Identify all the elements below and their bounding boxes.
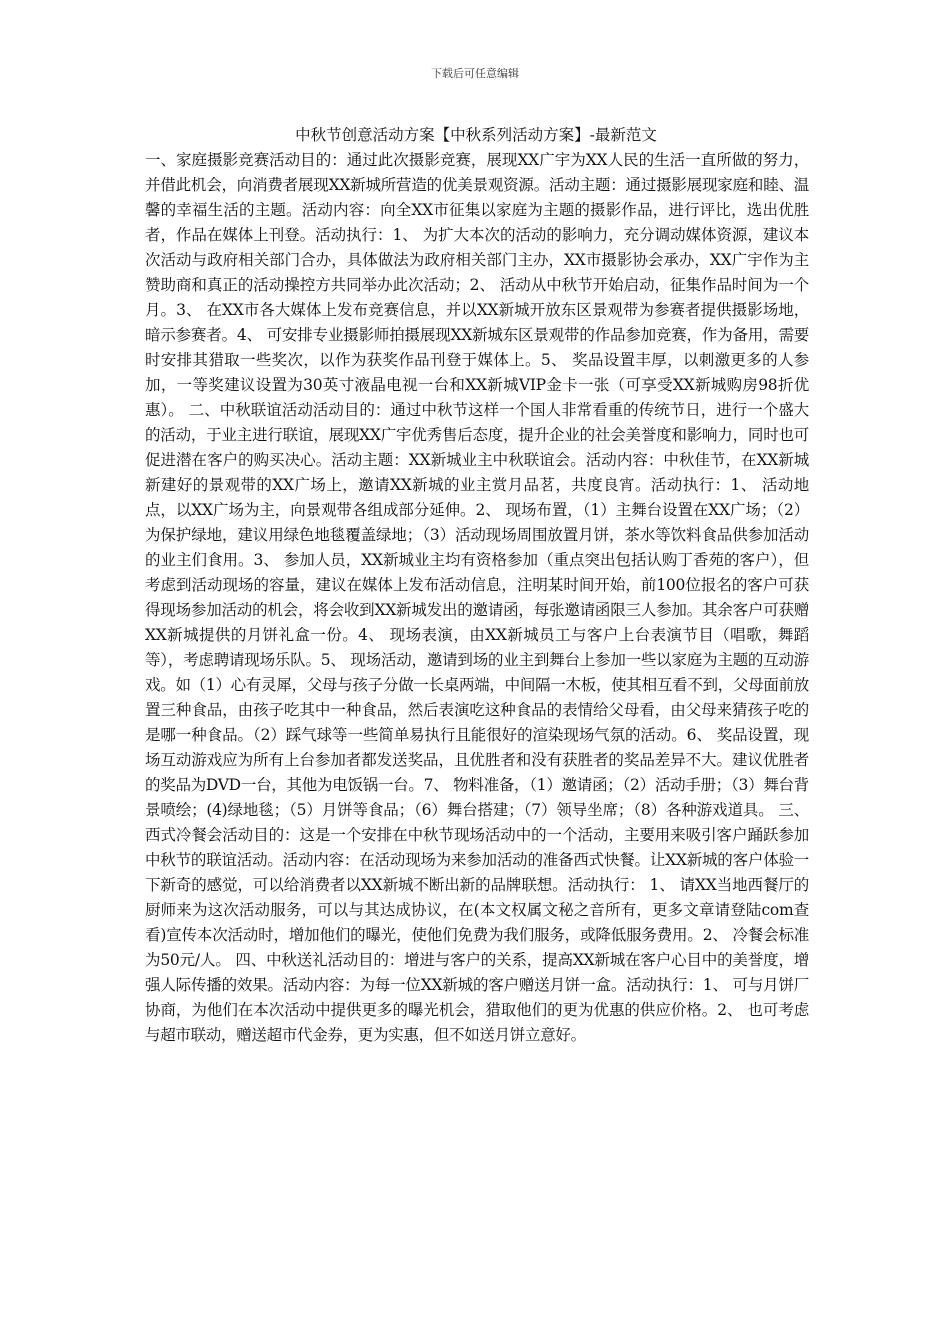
document-title: 中秋节创意活动方案【中秋系列活动方案】-最新范文 — [295, 126, 657, 144]
page-header-note: 下载后可任意编辑 — [431, 67, 519, 80]
document-body-text: 一、家庭摄影竞赛活动目的：通过此次摄影竞赛，展现XX广宇为XX人民的生活一直所做的努力，并借此机会，向消费者展现XX新城所营造的优美景观资源。活动主题：通过摄影展现家庭和睦、温馨的幸福生活的主题。活动内容：向全XX市征集以家庭为主题的摄影作品，进行评比，选出优胜者，作品在媒体上刊登。活动执行：1、 为扩大本次的活动的影响力，充分调动媒体资源，建议本次活动与政府相关部门合办，具体做法为政府相关部门主办，XX市摄影协会承办，XX广宇作为主赞助商和真正的活动操控方共同举办此次活动；2、 活动从中秋节开始启动，征集作品时间为一个月。3、 在XX市各大媒体上发布竞赛信息，并以XX新城开放东区景观带为参赛者提供摄影场地，暗示参赛者。4、 可安排专业摄影师拍摄展现XX新城东区景观带的作品参加竞赛，作为备用，需要时安排其猎取一些奖次，以作为获奖作品刊登于媒体上。5、 奖品设置丰厚，以刺激更多的人参加，一等奖建议设置为30英寸液晶电视一台和XX新城VIP金卡一张（可享受XX新城购房98折优惠）。 二、中秋联谊活动活动目的：通过中秋节这样一个国人非常看重的传统节日，进行一个盛大的活动，于业主进行联谊，展现XX广宇优秀售后态度，提升企业的社会美誉度和影响力，同时也可促进潜在客户的购买决心。活动主题：XX新城业主中秋联谊会。活动内容：中秋佳节，在XX新城新建好的景观带的XX广场上，邀请XX新城的业主赏月品茗，共度良宵。活动执行：1、 活动地点，以XX广场为主，向景观带各组成部分延伸。2、 现场布置，（1）主舞台设置在XX广场；（2）为保护绿地，建议用绿色地毯覆盖绿地；（3）活动现场周围放置月饼，茶水等饮料食品供参加活动的业主们食用。3、 参加人员，XX新城业主均有资格参加（重点突出包括认购丁香苑的客户），但考虑到活动现场的容量，建议在媒体上发布活动信息，注明某时间开始，前100位报名的客户可获得现场参加活动的机会，将会收到XX新城发出的邀请函，每张邀请函限三人参加。其余客户可获赠XX新城提供的月饼礼盒一份。4、 现场表演，由XX新城员工与客户上台表演节目（唱歌，舞蹈等），考虑聘请现场乐队。5、 现场活动，邀请到场的业主到舞台上参加一些以家庭为主题的互动游戏。如（1）心有灵犀，父母与孩子分做一长桌两端，中间隔一木板，使其相互看不到，父母面前放置三种食品，由孩子吃其中一种食品，然后表演吃这种食品的表情给父母看，由父母来猜孩子吃的是哪一种食品。（2）踩气球等一些简单易执行且能很好的渲染现场气氛的活动。6、 奖品设置，现场互动游戏应为所有上台参加者都发送奖品，且优胜者和没有获胜者的奖品差异不大。建议优胜者的奖品为DVD一台，其他为电饭锅一台。7、 物料准备，（1）邀请函；（2）活动手册；（3）舞台背景喷绘；(4)绿地毯；（5）月饼等食品；（6）舞台搭建；（7）领导坐席；（8）各种游戏道具。 三、西式冷餐会活动目的：这是一个安排在中秋节现场活动中的一个活动，主要用来吸引客户踊跃参加中秋节的联谊活动。活动内容：在活动现场为来参加活动的准备西式快餐。让XX新城的客户体验一下新奇的感觉，可以给消费者以XX新城不断出新的品牌联想。活动执行： 1、 请XX当地西餐厅的厨师来为这次活动服务，可以与其达成协议，在(本文权属文秘之音所有，更多文章请登陆com查看)宣传本次活动时，增加他们的曝光，使他们免费为我们服务，或降低服务费用。2、 冷餐会标准为50元/人。 四、中秋送礼活动目的：增进与客户的关系，提高XX新城在客户心目中的美誉度，增强人际传播的效果。活动内容：为每一位XX新城的客户赠送月饼一盒。活动执行：1、 可与月饼厂协商，为他们在本次活动中提供更多的曝光机会，猎取他们的更为优惠的供应价格。2、 也可考虑与超市联动，赠送超市代金券，更为实惠，但不如送月饼立意好。 — [145, 151, 809, 1044]
